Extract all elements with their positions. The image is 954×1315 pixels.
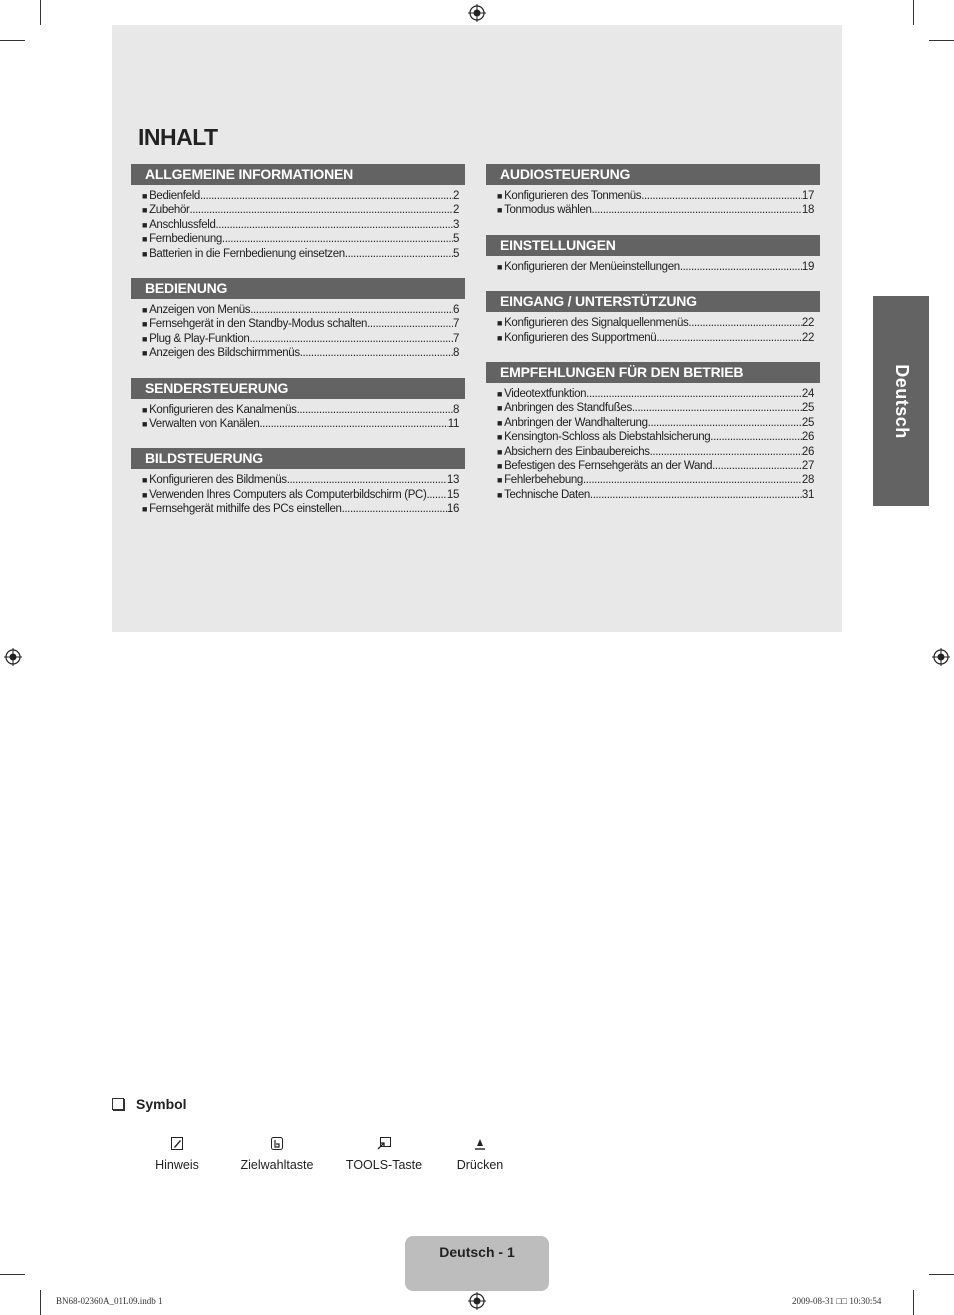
dot-leader: [583, 473, 802, 487]
registration-mark-icon: [932, 648, 950, 666]
toc-entry[interactable]: [497, 189, 814, 203]
dot-leader: [632, 401, 802, 415]
bullet-icon: ■: [497, 191, 503, 201]
registration-mark-icon: [468, 4, 486, 22]
toc-entry-title: Kensington-Schloss als Diebstahlsicherung: [504, 431, 711, 444]
toc-entry-list: [131, 299, 465, 361]
toc-entry-title: Bedienfeld: [149, 190, 200, 202]
toc-entry-page: 5: [452, 247, 459, 260]
toc-entry[interactable]: [142, 247, 459, 261]
toc-entry[interactable]: [142, 303, 459, 317]
toc-entry-page: 25: [801, 402, 814, 415]
toc-entry[interactable]: [142, 203, 459, 217]
toc-entry-list: [486, 383, 820, 502]
bullet-icon: ■: [142, 248, 148, 259]
section-header: AUDIOSTEUERUNG: [486, 164, 820, 185]
toc-entry[interactable]: [142, 189, 459, 203]
toc-entry[interactable]: [497, 416, 814, 430]
dot-leader: [297, 403, 453, 417]
toc-entry[interactable]: [142, 346, 459, 360]
toc-entry-page: 7: [452, 318, 459, 331]
bullet-icon: ■: [497, 461, 503, 472]
toc-entry[interactable]: [142, 403, 459, 417]
toc-entry[interactable]: [142, 317, 459, 331]
crop-mark: [0, 40, 25, 41]
symbol-item: Zielwahltaste: [227, 1137, 327, 1172]
dot-leader: [259, 417, 447, 431]
bullet-icon: ■: [142, 205, 148, 216]
dot-leader: [249, 332, 452, 346]
toc-entry-title: Fernsehgerät in den Standby-Modus schalten: [149, 318, 368, 331]
toc-entry-title: Tonmodus wählen: [504, 204, 592, 217]
print-slug-timestamp: 2009-08-31 □□ 10:30:54: [792, 1296, 882, 1306]
checkbox-icon: [112, 1098, 124, 1110]
toc-column-right: [486, 164, 820, 519]
toc-entry[interactable]: [142, 232, 459, 246]
crop-mark: [0, 1274, 25, 1275]
language-side-tab-label: Deutsch: [891, 363, 912, 439]
toc-entry[interactable]: [142, 417, 459, 431]
bullet-icon: ■: [142, 234, 148, 245]
toc-entry-page: 8: [452, 347, 459, 360]
toc-entry-title: Konfigurieren des Kanalmenüs: [149, 403, 297, 416]
toc-entry-page: 22: [801, 317, 814, 330]
toc-entry[interactable]: [497, 260, 814, 274]
toc-entry-page: 26: [801, 445, 814, 458]
toc-entry-page: 5: [452, 233, 459, 246]
toc-section: [486, 362, 820, 502]
toc-section: [486, 164, 820, 218]
section-header: EINGANG / UNTERSTÜTZUNG: [486, 291, 820, 312]
crop-mark: [913, 0, 914, 25]
crop-mark: [40, 1290, 41, 1315]
toc-entry-title: Anbringen des Standfußes: [504, 402, 632, 415]
toc-entry-page: 24: [801, 388, 814, 401]
toc-entry-title: Anbringen der Wandhalterung: [504, 416, 648, 429]
toc-entry-page: 2: [452, 190, 459, 202]
toc-entry-list: [486, 312, 820, 345]
toc-entry-page: 8: [452, 403, 459, 416]
dot-leader: [250, 303, 453, 317]
toc-entry-page: 26: [801, 431, 814, 444]
toc-entry[interactable]: [497, 473, 814, 487]
toc-entry-title: Befestigen des Fernsehgeräts an der Wand: [504, 460, 713, 473]
toc-column-left: [131, 164, 465, 534]
bullet-icon: ■: [142, 419, 148, 430]
toc-entry-page: 17: [801, 190, 814, 202]
toc-entry[interactable]: [497, 331, 814, 345]
toc-entry-page: 19: [801, 260, 814, 273]
toc-entry-list: [131, 185, 465, 261]
toc-entry-title: Verwenden Ihres Computers als Computerbildschirm (PC): [149, 488, 427, 501]
toc-section: [131, 448, 465, 516]
toc-entry-list: [486, 256, 820, 274]
toc-entry[interactable]: [142, 488, 459, 502]
toc-entry[interactable]: [497, 316, 814, 330]
toc-entry[interactable]: [497, 445, 814, 459]
dot-leader: [287, 473, 447, 487]
toc-entry[interactable]: [497, 459, 814, 473]
crop-mark: [929, 40, 954, 41]
toc-entry-title: Konfigurieren des Tonmenüs: [504, 190, 642, 202]
toc-section: [486, 291, 820, 345]
press-icon: [474, 1137, 486, 1150]
toc-entry-page: 18: [801, 204, 814, 217]
toc-entry[interactable]: [142, 332, 459, 346]
bullet-icon: ■: [497, 446, 503, 457]
toc-entry-title: Konfigurieren des Signalquellenmenüs: [504, 317, 689, 330]
bullet-icon: ■: [142, 348, 148, 359]
dot-leader: [200, 189, 453, 203]
toc-entry-page: 13: [446, 474, 459, 487]
toc-entry-page: 6: [452, 304, 459, 317]
dot-leader: [586, 387, 802, 401]
crop-mark: [929, 1274, 954, 1275]
bullet-icon: ■: [497, 417, 503, 428]
dot-leader: [367, 317, 453, 331]
toc-entry-list: [131, 469, 465, 516]
section-header: SENDERSTEUERUNG: [131, 378, 465, 399]
dot-leader: [710, 430, 802, 444]
symbol-heading-text: Symbol: [136, 1096, 187, 1112]
toc-entry-title: Videotextfunktion: [504, 388, 587, 401]
dot-leader: [650, 445, 802, 459]
toc-entry[interactable]: [497, 203, 814, 217]
bullet-icon: ■: [142, 305, 148, 316]
section-header: EMPFEHLUNGEN FÜR DEN BETRIEB: [486, 362, 820, 383]
bullet-icon: ■: [497, 332, 503, 343]
crop-mark: [40, 0, 41, 25]
registration-mark-icon: [4, 648, 22, 666]
toc-entry-title: Anschlussfeld: [149, 218, 216, 231]
bullet-icon: ■: [142, 219, 148, 230]
toc-section: [131, 164, 465, 261]
bullet-icon: ■: [497, 261, 503, 272]
dot-leader: [590, 488, 802, 502]
toc-entry-title: Zubehör: [149, 204, 190, 217]
toc-entry-title: Verwalten von Kanälen: [149, 418, 260, 431]
symbol-heading: [112, 1096, 187, 1112]
toc-entry-title: Konfigurieren des Supportmenü: [504, 331, 657, 344]
note-icon: [171, 1137, 183, 1150]
toc-entry-title: Konfigurieren des Bildmenüs: [149, 474, 287, 487]
toc-entry-page: 15: [446, 488, 459, 501]
toc-entry-page: 3: [452, 218, 459, 231]
toc-entry-title: Fernsehgerät mithilfe des PCs einstellen: [149, 503, 342, 516]
dot-leader: [592, 203, 802, 217]
toc-section: [486, 235, 820, 274]
toc-section: [131, 378, 465, 432]
dot-leader: [641, 189, 802, 203]
dot-leader: [189, 203, 452, 217]
dot-leader: [216, 218, 453, 232]
section-header: ALLGEMEINE INFORMATIONEN: [131, 164, 465, 185]
dot-leader: [300, 346, 453, 360]
toc-entry-page: 25: [801, 416, 814, 429]
section-header: BEDIENUNG: [131, 278, 465, 299]
toc-entry-page: 2: [452, 204, 459, 217]
dot-leader: [345, 247, 453, 261]
page-number: Deutsch - 1: [439, 1244, 515, 1260]
toc-entry-title: Technische Daten: [504, 488, 590, 501]
toc-entry-title: Fehlerbehebung: [504, 474, 583, 487]
bullet-icon: ■: [497, 389, 503, 400]
toc-entry-page: 31: [801, 488, 814, 501]
toc-entry-title: Batterien in die Fernbedienung einsetzen: [149, 247, 345, 260]
dot-leader: [426, 488, 446, 502]
toc-entry[interactable]: [497, 430, 814, 444]
bullet-icon: ■: [142, 404, 148, 415]
toc-entry-title: Anzeigen des Bildschirmmenüs: [149, 347, 300, 360]
toc-entry-page: 28: [801, 474, 814, 487]
page-number-tab: [405, 1236, 549, 1291]
bullet-icon: ■: [497, 318, 503, 329]
print-slug-filename: BN68-02360A_01L09.indb 1: [56, 1296, 163, 1306]
bullet-icon: ■: [142, 333, 148, 344]
dot-leader: [688, 316, 802, 330]
dot-leader: [680, 260, 802, 274]
bullet-icon: ■: [142, 489, 148, 500]
toc-entry[interactable]: [142, 502, 459, 516]
dot-leader: [342, 502, 447, 516]
toc-entry[interactable]: [142, 473, 459, 487]
bullet-icon: ■: [142, 191, 148, 201]
dot-leader: [648, 416, 802, 430]
section-header: EINSTELLUNGEN: [486, 235, 820, 256]
bullet-icon: ■: [497, 403, 503, 414]
toc-entry[interactable]: [497, 401, 814, 415]
one-touch-button-icon: [271, 1137, 283, 1150]
bullet-icon: ■: [142, 319, 148, 330]
toc-entry-list: [486, 185, 820, 218]
section-header: BILDSTEUERUNG: [131, 448, 465, 469]
toc-entry[interactable]: [497, 488, 814, 502]
bullet-icon: ■: [497, 205, 503, 216]
dot-leader: [712, 459, 802, 473]
toc-entry[interactable]: [142, 218, 459, 232]
toc-entry-title: Plug & Play-Funktion: [149, 332, 250, 345]
bullet-icon: ■: [142, 504, 148, 515]
dot-leader: [222, 232, 453, 246]
tools-button-icon: [377, 1137, 391, 1150]
toc-entry-page: 16: [446, 503, 459, 516]
toc-section: [131, 278, 465, 361]
toc-entry-page: 11: [447, 418, 459, 431]
toc-entry-title: Absichern des Einbaubereichs: [504, 445, 650, 458]
toc-entry-title: Anzeigen von Menüs: [149, 304, 251, 317]
symbol-item: Hinweis: [127, 1137, 227, 1172]
crop-mark: [913, 1290, 914, 1315]
page-title: INHALT: [138, 124, 218, 150]
bullet-icon: ■: [142, 475, 148, 486]
dot-leader: [656, 331, 802, 345]
toc-entry-page: 27: [801, 460, 814, 473]
toc-entry[interactable]: [497, 387, 814, 401]
bullet-icon: ■: [497, 475, 503, 486]
registration-mark-icon: [468, 1292, 486, 1310]
symbol-item: Drücken: [430, 1137, 530, 1172]
bullet-icon: ■: [497, 489, 503, 500]
toc-entry-list: [131, 399, 465, 432]
toc-entry-page: 7: [452, 332, 459, 345]
symbol-item: TOOLS-Taste: [334, 1137, 434, 1172]
bullet-icon: ■: [497, 432, 503, 443]
toc-entry-page: 22: [801, 331, 814, 344]
toc-entry-title: Konfigurieren der Menüeinstellungen: [504, 260, 680, 273]
toc-entry-title: Fernbedienung: [149, 233, 222, 246]
